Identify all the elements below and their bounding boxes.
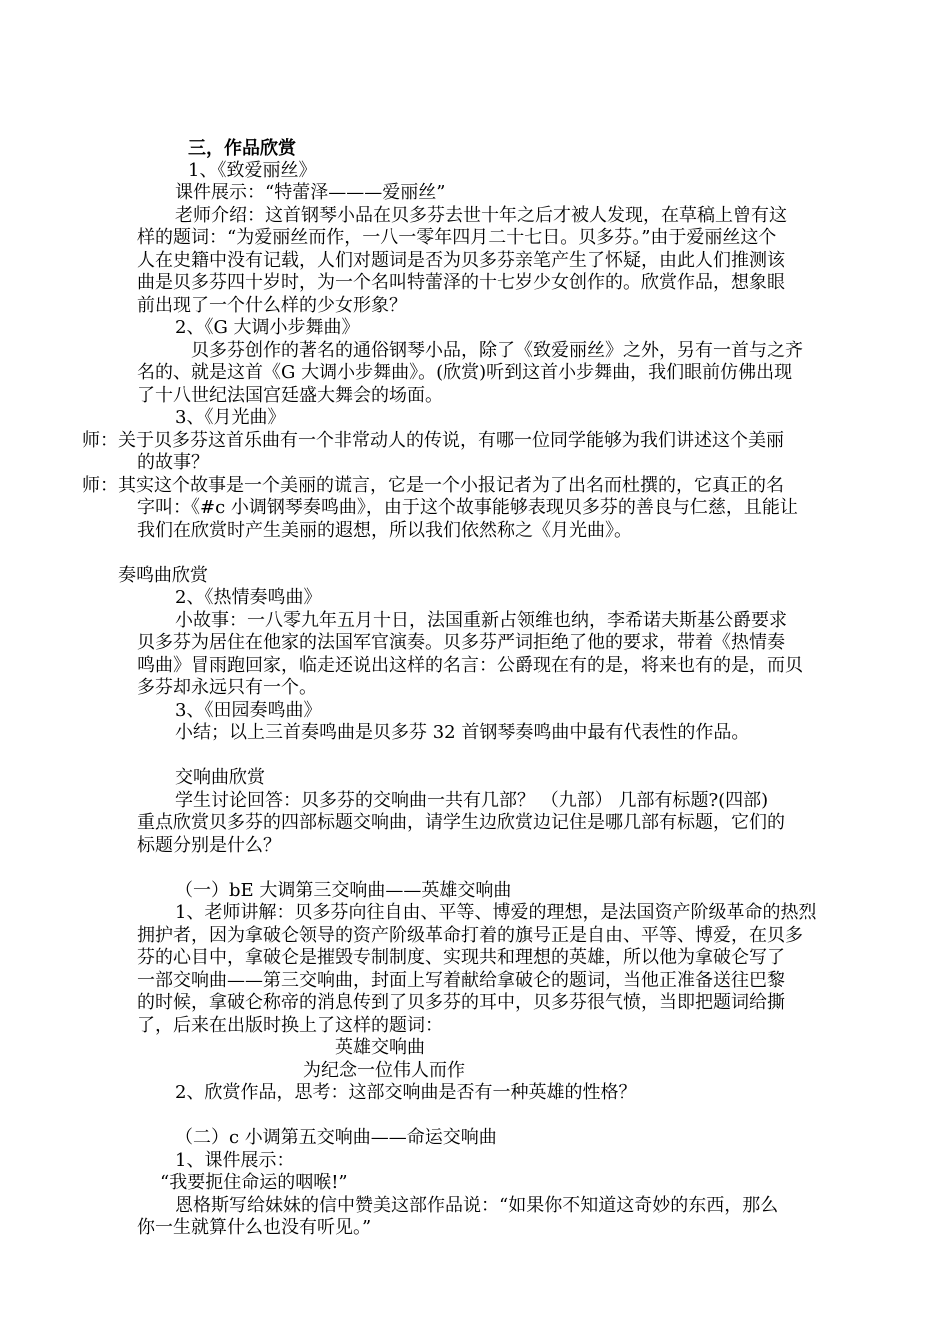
text-line: 一部交响曲——第三交响曲，封面上写着献给拿破仑的题词，当他正准备送往巴黎 xyxy=(137,970,785,991)
text-line: 贝多芬创作的著名的通俗钢琴小品，除了《致爱丽丝》之外，另有一首与之齐 xyxy=(191,340,803,361)
text-line: 学生讨论回答：贝多芬的交响曲一共有几部？ （九部） 几部有标题?(四部) xyxy=(175,790,769,811)
text-line: 了，后来在出版时换上了这样的题词： xyxy=(137,1015,443,1036)
heading-appassionata: 2、《热情奏鸣曲》 xyxy=(175,587,322,608)
text-line: 小故事：一八零九年五月十日，法国重新占领维也纳，李希诺夫斯基公爵要求 xyxy=(175,610,787,631)
text-line: 名的、就是这首《G 大调小步舞曲》。(欣赏)听到这首小步舞曲，我们眼前仿佛出现 xyxy=(137,362,793,383)
text-line: 的故事？ xyxy=(137,452,209,473)
heading-eroica: （一）bE 大调第三交响曲——英雄交响曲 xyxy=(175,880,512,901)
text-line: 恩格斯写给妹妹的信中赞美这部作品说：“如果你不知道这奇妙的东西，那么 xyxy=(175,1195,779,1216)
text-line: 字叫：《#c 小调钢琴奏鸣曲》，由于这个故事能够表现贝多芬的善良与仁慈，且能让 xyxy=(137,497,798,518)
text-line: 拥护者，因为拿破仑领导的资产阶级革命打着的旗号正是自由、平等、博爱，在贝多 xyxy=(137,925,803,946)
text-line: 人在史籍中没有记载，人们对题词是否为贝多芬亲笔产生了怀疑，由此人们推测该 xyxy=(137,250,785,271)
text-line: 师：关于贝多芬这首乐曲有一个非常动人的传说，有哪一位同学能够为我们讲述这个美丽 xyxy=(82,430,784,451)
text-line: 2、欣赏作品，思考：这部交响曲是否有一种英雄的性格？ xyxy=(175,1082,637,1103)
quote-line: “我要扼住命运的咽喉!” xyxy=(160,1172,348,1193)
text-line: 了十八世纪法国宫廷盛大舞会的场面。 xyxy=(137,385,443,406)
text-line: 重点欣赏贝多芬的四部标题交响曲，请学生边欣赏边记住是哪几部有标题，它们的 xyxy=(137,812,785,833)
heading-moonlight: 3、《月光曲》 xyxy=(175,407,286,428)
subheading-symphony: 交响曲欣赏 xyxy=(175,767,265,788)
subheading-sonata: 奏鸣曲欣赏 xyxy=(118,565,208,586)
text-line: 贝多芬为居住在他家的法国军官演奏。贝多芬严词拒绝了他的要求，带着《热情奏 xyxy=(137,632,785,653)
text-line: 前出现了一个什么样的少女形象？ xyxy=(137,295,407,316)
section-title: 三，作品欣赏 xyxy=(188,138,296,159)
text-line: 芬的心目中，拿破仑是摧毁专制制度、实现共和理想的英雄，所以他为拿破仑写了 xyxy=(137,947,785,968)
dedication-title: 英雄交响曲 xyxy=(335,1037,425,1058)
text-line: 样的题词：“为爱丽丝而作，一八一零年四月二十七日。贝多芬。”由于爱丽丝这个 xyxy=(137,227,777,248)
text-line: 曲是贝多芬四十岁时，为一个名叫特蕾泽的十七岁少女创作的。欣赏作品，想象眼 xyxy=(137,272,785,293)
dedication-subtitle: 为纪念一位伟人而作 xyxy=(303,1060,465,1081)
heading-minuet-in-g: 2、《G 大调小步舞曲》 xyxy=(175,317,360,338)
text-line: 标题分别是什么？ xyxy=(137,835,281,856)
text-line: 师：其实这个故事是一个美丽的谎言，它是一个小报记者为了出名而杜撰的，它真正的名 xyxy=(82,475,784,496)
text-line: 的时候，拿破仑称帝的消息传到了贝多芬的耳中，贝多芬很气愤，当即把题词给撕 xyxy=(137,992,785,1013)
text-line: 鸣曲》冒雨跑回家，临走还说出这样的名言：公爵现在有的是，将来也有的是，而贝 xyxy=(137,655,803,676)
heading-fate: （二）c 小调第五交响曲——命运交响曲 xyxy=(175,1127,497,1148)
text-line: 老师介绍：这首钢琴小品在贝多芬去世十年之后才被人发现，在草稿上曾有这 xyxy=(175,205,787,226)
text-line: 多芬却永远只有一个。 xyxy=(137,677,317,698)
text-line: 1、课件展示： xyxy=(175,1150,295,1171)
text-line: 1、老师讲解：贝多芬向往自由、平等、博爱的理想，是法国资产阶级革命的热烈 xyxy=(175,902,817,923)
text-line: 小结；以上三首奏鸣曲是贝多芬 32 首钢琴奏鸣曲中最有代表性的作品。 xyxy=(175,722,750,743)
text-line: 课件展示：“特蕾泽———爱丽丝” xyxy=(175,182,446,203)
text-line: 你一生就算什么也没有听见。” xyxy=(137,1217,372,1238)
text-line: 我们在欣赏时产生美丽的遐想，所以我们依然称之《月光曲》。 xyxy=(137,520,632,541)
heading-pastoral-sonata: 3、《田园奏鸣曲》 xyxy=(175,700,322,721)
heading-fur-elise: 1、《致爱丽丝》 xyxy=(188,160,317,181)
